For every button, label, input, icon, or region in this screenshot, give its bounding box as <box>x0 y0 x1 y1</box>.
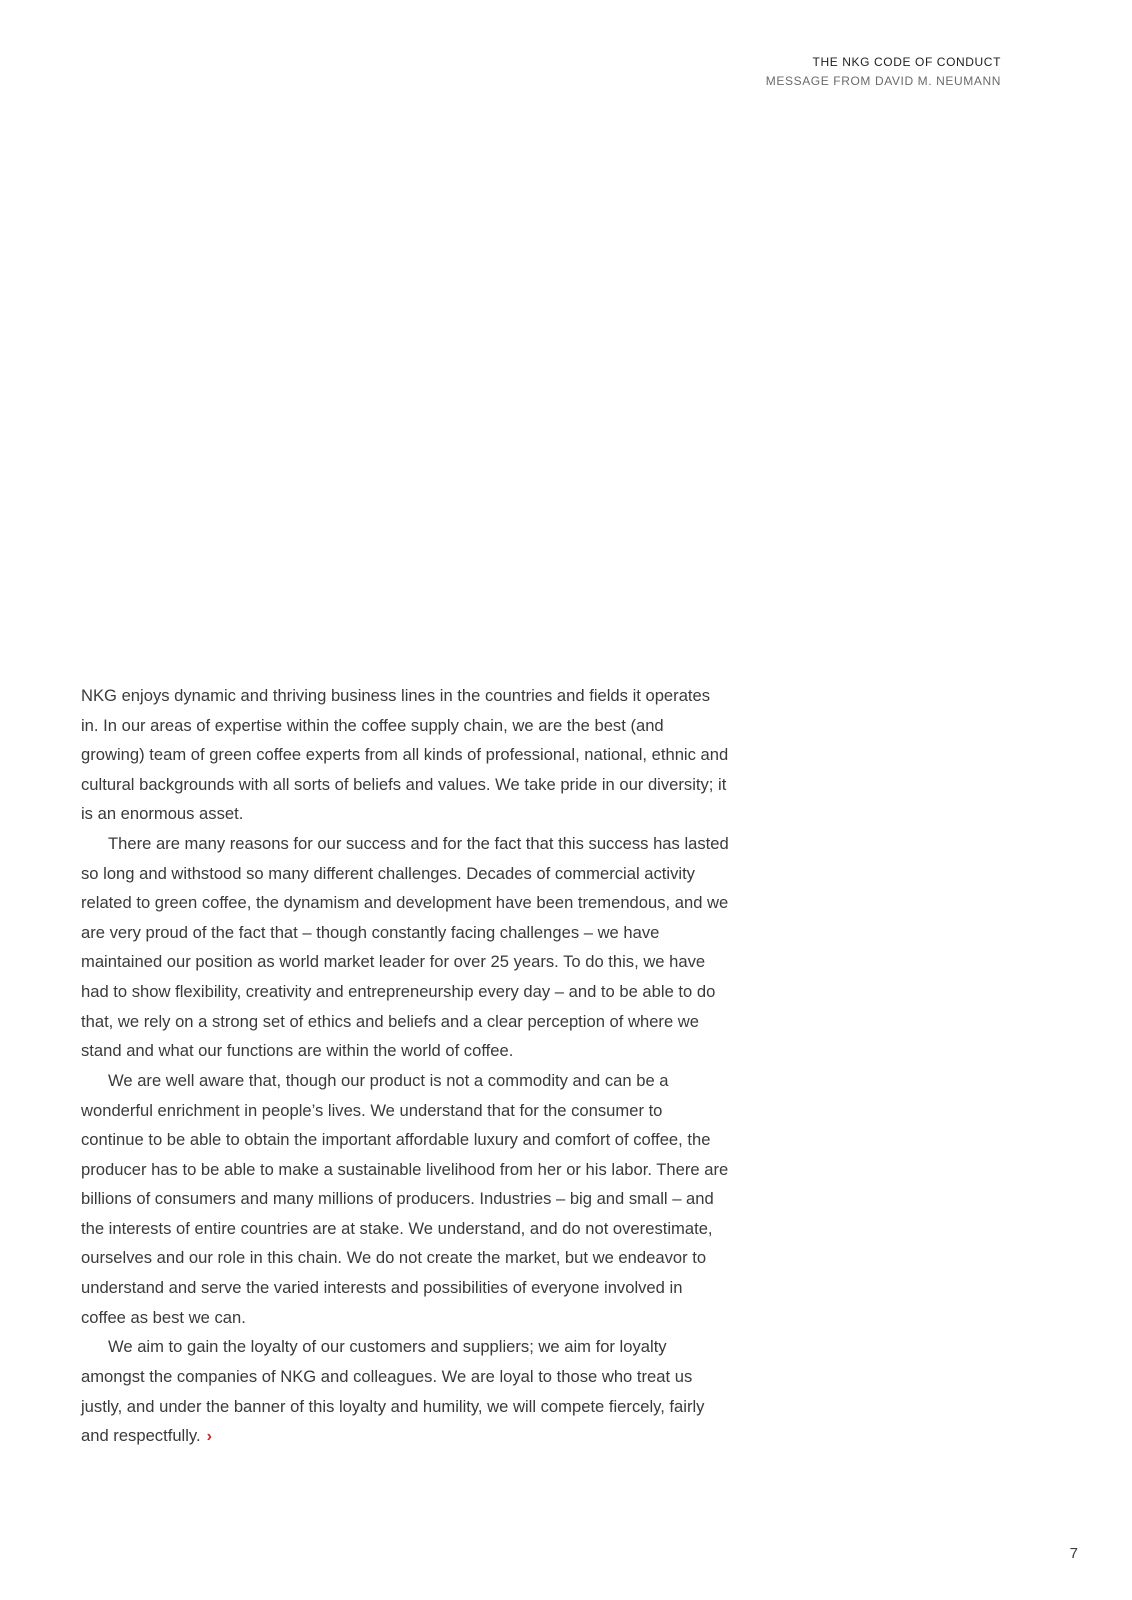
paragraph-4 <box>81 1332 729 1451</box>
running-header <box>766 53 1001 91</box>
document-title: THE NKG CODE OF CONDUCT <box>812 55 1001 69</box>
paragraph-1: NKG enjoys dynamic and thriving business lines in the countries and fields it operates in. In our areas of expertise within the coffee supply chain, we are the best (and growing) team of green coffee experts from all kinds of professional, national, ethnic and cultural backgrounds with all sorts of beliefs and values. We take pride in our diversity; it is an enormous asset. <box>81 686 729 824</box>
continue-arrow-icon: › <box>206 1428 212 1446</box>
body-text <box>81 681 729 1452</box>
page-number: 7 <box>1069 1545 1078 1562</box>
paragraph-2: There are many reasons for our success and for the fact that this success has lasted so long and withstood so many different challenges. Decades of commercial activity related to green coffee, the dynamism and development have been tremendous, and we are very proud of the fact that – though constantly facing challenges – we have maintained our position as world market leader for over 25 years. To do this, we have had to show flexibility, creativity and entrepreneurship every day – and to be able to do that, we rely on a strong set of ethics and beliefs and a clear perception of where we stand and what our functions are within the world of coffee. <box>81 834 729 1061</box>
paragraph-4-text: We aim to gain the loyalty of our customers and suppliers; we aim for loyalty amongst the companies of NKG and colleagues. We are loyal to those who treat us justly, and under the banner of this loyalty and humility, we will compete fiercely, fairly and respectfully. <box>81 1337 705 1446</box>
paragraph-3: We are well aware that, though our product is not a commodity and can be a wonderful enrichment in people’s lives. We understand that for the consumer to continue to be able to obtain the important affordable luxury and comfort of coffee, the producer has to be able to make a sustainable livelihood from her or his labor. There are billions of consumers and many millions of producers. Industries – big and small – and the interests of entire countries are at stake. We understand, and do not overestimate, ourselves and our role in this chain. We do not create the market, but we endeavor to understand and serve the varied interests and possibilities of everyone involved in coffee as best we can. <box>81 1070 729 1327</box>
section-title: MESSAGE FROM DAVID M. NEUMANN <box>765 74 1001 88</box>
